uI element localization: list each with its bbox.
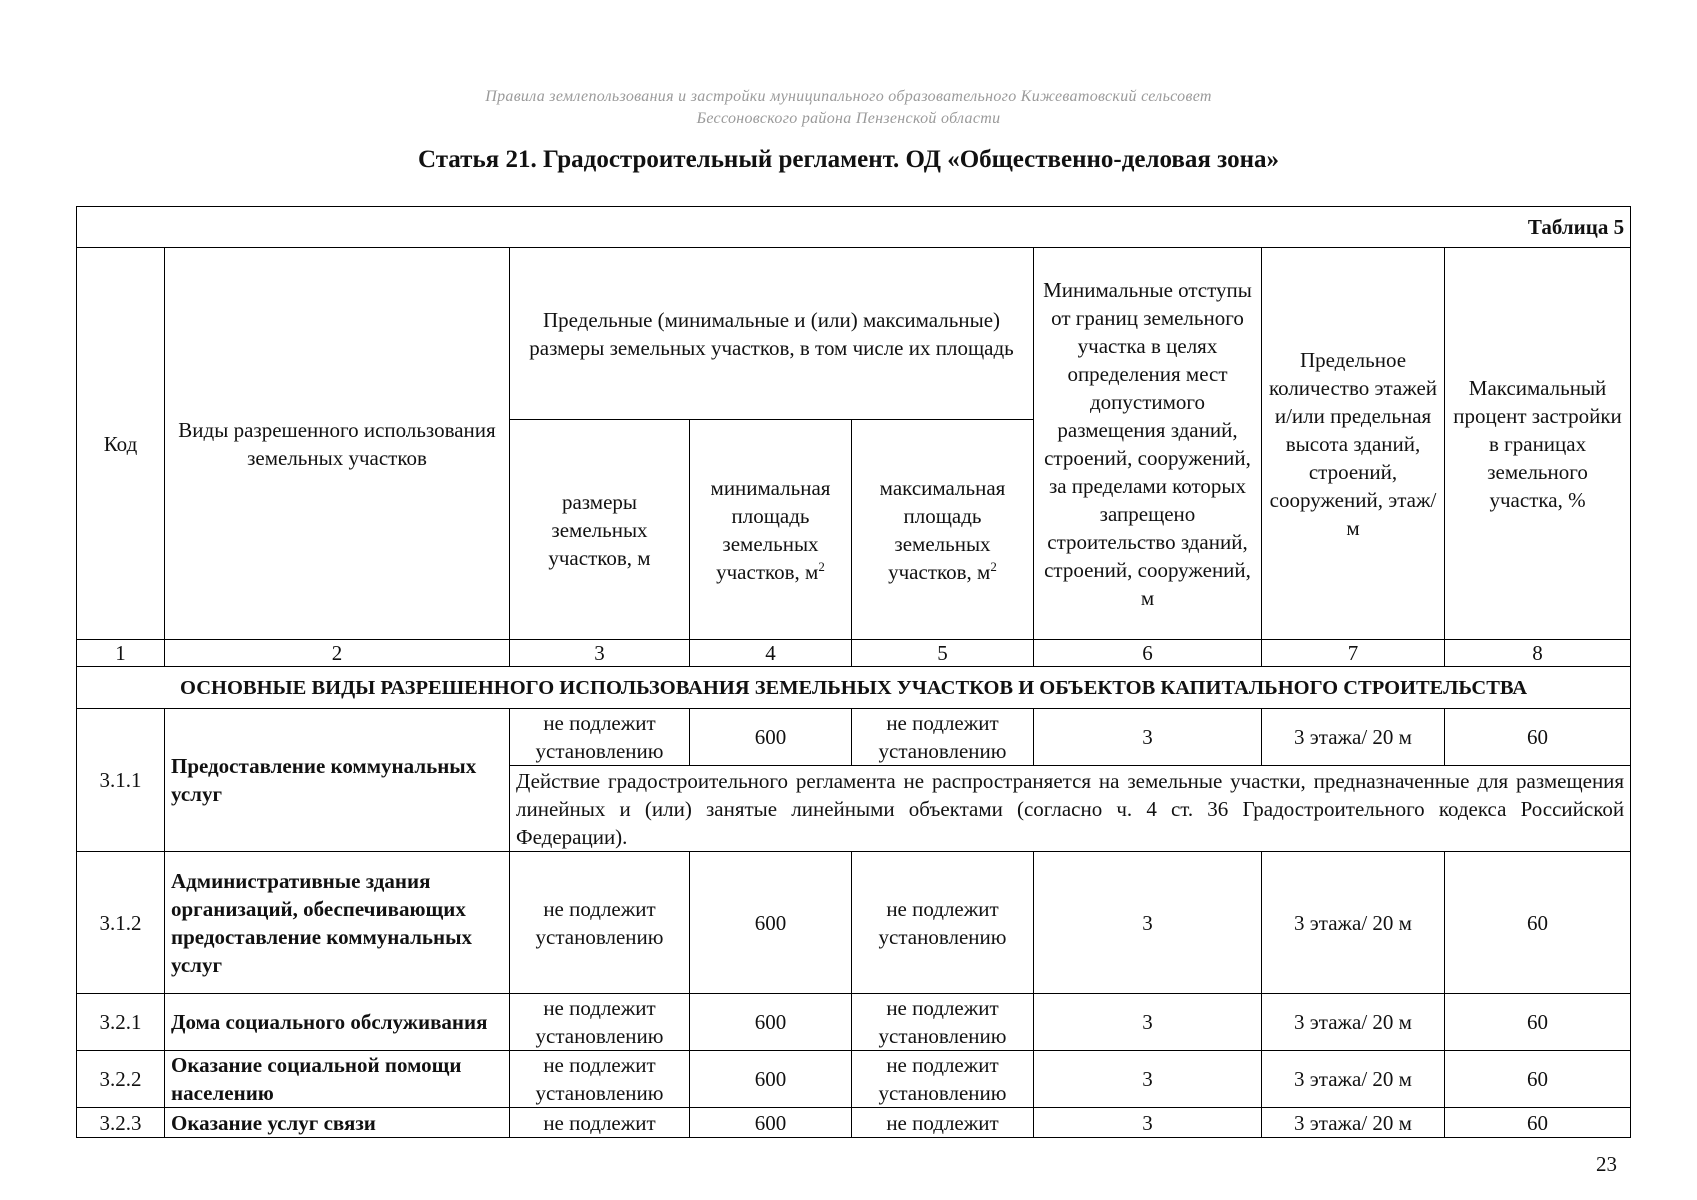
row-min-area: 600	[690, 1051, 852, 1108]
row-coverage: 60	[1445, 852, 1631, 994]
row-coverage: 60	[1445, 709, 1631, 766]
row-size: не подлежит установлению	[510, 709, 690, 766]
header-limits-group: Предельные (минимальные и (или) максимальные) размеры земельных участков, в том числе их площадь	[510, 248, 1034, 420]
column-number: 5	[852, 640, 1034, 667]
table-row	[77, 1051, 1631, 1108]
header-use-type: Виды разрешенного использования земельных участков	[165, 248, 510, 640]
running-header-line-1: Правила землепользования и застройки муниципального образовательного Кижеватовский сельсовет	[485, 88, 1212, 105]
column-number: 8	[1445, 640, 1631, 667]
row-code: 3.2.3	[77, 1108, 165, 1138]
row-max-area: не подлежит установлению	[852, 1051, 1034, 1108]
row-floors: 3 этажа/ 20 м	[1262, 852, 1445, 994]
header-code: Код	[77, 248, 165, 640]
row-code: 3.1.1	[77, 709, 165, 852]
column-number-row	[77, 640, 1631, 667]
running-header-line-2: Бессоновского района Пензенской области	[696, 110, 1001, 127]
row-min-area: 600	[690, 709, 852, 766]
table-caption: Таблица 5	[77, 207, 1631, 248]
column-number: 4	[690, 640, 852, 667]
row-size: не подлежит	[510, 1108, 690, 1138]
header-min-area: минимальная площадь земельных участков, $м^2$	[690, 420, 852, 640]
header-row-1	[77, 248, 1631, 420]
row-coverage: 60	[1445, 1108, 1631, 1138]
section-title: ОСНОВНЫЕ ВИДЫ РАЗРЕШЕННОГО ИСПОЛЬЗОВАНИЯ ЗЕМЕЛЬНЫХ УЧАСТКОВ И ОБЪЕКТОВ КАПИТАЛЬНОГО СТРОИТЕЛЬСТВА	[77, 667, 1631, 709]
row-size: не подлежит установлению	[510, 1051, 690, 1108]
row-code: 3.2.2	[77, 1051, 165, 1108]
row-max-area: не подлежит установлению	[852, 852, 1034, 994]
row-max-area: не подлежит установлению	[852, 709, 1034, 766]
header-setbacks: Минимальные отступы от границ земельного участка в целях определения мест допустимого размещения зданий, строений, сооружений, за пределами которых запрещено строительство зданий, строений, сооружений, м	[1034, 248, 1262, 640]
header-size: размеры земельных участков, м	[510, 420, 690, 640]
row-name: Предоставление коммунальных услуг	[165, 709, 510, 852]
row-setback: 3	[1034, 709, 1262, 766]
header-coverage: Максимальный процент застройки в границах земельного участка, %	[1445, 248, 1631, 640]
row-name: Оказание услуг связи	[165, 1108, 510, 1138]
row-coverage: 60	[1445, 1051, 1631, 1108]
column-number: 2	[165, 640, 510, 667]
row-setback: 3	[1034, 852, 1262, 994]
column-number: 6	[1034, 640, 1262, 667]
header-max-area: максимальная площадь земельных участков, $м^2$	[852, 420, 1034, 640]
column-number: 3	[510, 640, 690, 667]
row-floors: 3 этажа/ 20 м	[1262, 994, 1445, 1051]
table-row	[77, 852, 1631, 994]
article-title: Статья 21. Градостроительный регламент. ОД «Общественно-деловая зона»	[418, 146, 1279, 173]
row-note: Действие градостроительного регламента не распространяется на земельные участки, предназначенные для размещения линейных и (или) занятые линейными объектами (согласно ч. 4 ст. 36 Градостроительного кодекса Российской Федерации).	[510, 766, 1631, 852]
row-max-area: не подлежит	[852, 1108, 1034, 1138]
page-number: 23	[1596, 1152, 1617, 1176]
row-floors: 3 этажа/ 20 м	[1262, 1051, 1445, 1108]
row-setback: 3	[1034, 994, 1262, 1051]
row-size: не подлежит установлению	[510, 852, 690, 994]
row-floors: 3 этажа/ 20 м	[1262, 1108, 1445, 1138]
row-setback: 3	[1034, 1108, 1262, 1138]
row-name: Административные здания организаций, обеспечивающих предоставление коммунальных услуг	[165, 852, 510, 994]
row-min-area: 600	[690, 994, 852, 1051]
table-row	[77, 994, 1631, 1051]
row-min-area: 600	[690, 1108, 852, 1138]
row-coverage: 60	[1445, 994, 1631, 1051]
row-code: 3.2.1	[77, 994, 165, 1051]
column-number: 1	[77, 640, 165, 667]
regulation-table	[76, 206, 1631, 1138]
row-name: Оказание социальной помощи населению	[165, 1051, 510, 1108]
row-min-area: 600	[690, 852, 852, 994]
table-row	[77, 709, 1631, 766]
row-floors: 3 этажа/ 20 м	[1262, 709, 1445, 766]
row-setback: 3	[1034, 1051, 1262, 1108]
column-number: 7	[1262, 640, 1445, 667]
row-code: 3.1.2	[77, 852, 165, 994]
header-floors: Предельное количество этажей и/или предельная высота зданий, строений, сооружений, этаж/м	[1262, 248, 1445, 640]
row-size: не подлежит установлению	[510, 994, 690, 1051]
running-header	[0, 86, 1697, 130]
row-name: Дома социального обслуживания	[165, 994, 510, 1051]
row-max-area: не подлежит установлению	[852, 994, 1034, 1051]
caption-row	[77, 207, 1631, 248]
section-row	[77, 667, 1631, 709]
table-row	[77, 1108, 1631, 1138]
